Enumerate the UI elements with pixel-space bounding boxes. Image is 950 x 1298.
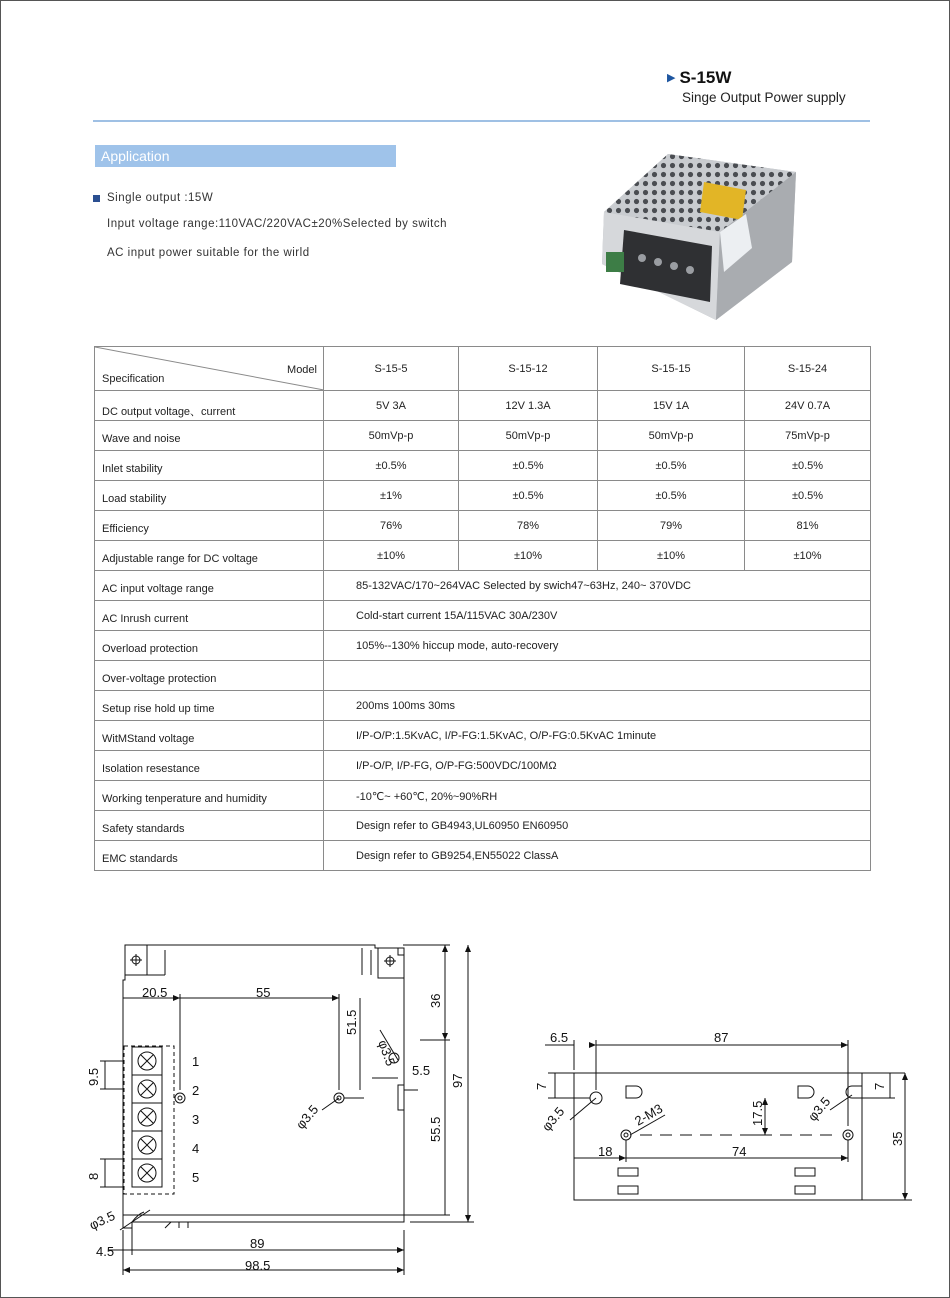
spec-value-cell: 15V 1A (598, 391, 745, 421)
table-row (95, 631, 871, 661)
model-header: S-15-5 (324, 347, 459, 391)
dim-4-5: 4.5 (96, 1244, 115, 1259)
terminal-number: 4 (192, 1141, 200, 1156)
dim-97: 97 (450, 1073, 465, 1088)
spec-common-value-cell: -10℃~ +60℃, 20%~90%RH (324, 781, 871, 811)
spec-value-cell: 75mVp-p (745, 421, 871, 451)
dimension-arrows (123, 945, 908, 1273)
hole-label-side-right: φ3.5 (804, 1093, 834, 1124)
dim-20-5: 20.5 (142, 985, 168, 1000)
dim-36: 36 (428, 993, 443, 1008)
dim-55-5: 55.5 (428, 1116, 443, 1142)
spec-common-value-cell: I/P-O/P:1.5KvAC, I/P-FG:1.5KvAC, O/P-FG:0.5KvAC 1minute (324, 721, 871, 751)
bullet-square-icon (93, 195, 100, 202)
application-line-3: AC input power suitable for the wirld (107, 247, 310, 259)
spec-value-cell: ±0.5% (459, 481, 598, 511)
model-header: S-15-24 (745, 347, 871, 391)
dim-87: 87 (714, 1030, 729, 1045)
side-view-outline (574, 1073, 862, 1200)
spec-label-cell: AC input voltage range (95, 571, 324, 601)
spec-label-cell: Adjustable range for DC voltage (95, 541, 324, 571)
table-row (95, 751, 871, 781)
table-row (95, 721, 871, 751)
specification-table (94, 346, 871, 871)
hole-label-top-bottom: φ3.5 (86, 1207, 118, 1233)
spec-value-cell: ±10% (598, 541, 745, 571)
spec-common-value-cell: Design refer to GB4943,UL60950 EN60950 (324, 811, 871, 841)
table-row (95, 391, 871, 421)
spec-label-cell: Working tenperature and humidity (95, 781, 324, 811)
title-arrow-icon: ▶ (667, 72, 676, 84)
terminal-number: 3 (192, 1112, 200, 1127)
table-row (95, 541, 871, 571)
spec-value-cell: ±0.5% (598, 451, 745, 481)
dim-17-5: 17.5 (750, 1100, 765, 1126)
terminal-number: 2 (192, 1083, 200, 1098)
dim-51-5: 51.5 (344, 1009, 359, 1035)
model-header: S-15-15 (598, 347, 745, 391)
spec-common-value-cell: 105%--130% hiccup mode, auto-recovery (324, 631, 871, 661)
spec-value-cell: ±10% (745, 541, 871, 571)
table-corner-cell (95, 347, 324, 391)
model-label: Model (287, 364, 317, 376)
dim-7-right: 7 (872, 1082, 887, 1090)
product-subtitle: Singe Output Power supply (682, 90, 846, 105)
dim-35: 35 (890, 1131, 905, 1146)
spec-label-cell: Wave and noise (95, 421, 324, 451)
spec-value-cell: ±1% (324, 481, 459, 511)
spec-value-cell: 5V 3A (324, 391, 459, 421)
spec-value-cell: 81% (745, 511, 871, 541)
product-photo (596, 152, 802, 322)
spec-label-cell: Safety standards (95, 811, 324, 841)
table-header-row (95, 347, 871, 391)
table-row (95, 481, 871, 511)
hole-label-side-left: φ3.5 (538, 1103, 568, 1134)
spec-common-value-cell (324, 661, 871, 691)
spec-label-cell: Isolation resestance (95, 751, 324, 781)
dim-7-left: 7 (534, 1082, 549, 1090)
spec-label-cell: DC output voltage、current (95, 391, 324, 421)
spec-value-cell: 12V 1.3A (459, 391, 598, 421)
hole-label-top-right: φ3.5 (375, 1037, 399, 1068)
terminal-number: 1 (192, 1054, 200, 1069)
spec-value-cell: ±0.5% (745, 481, 871, 511)
application-line-2: Input voltage range:110VAC/220VAC±20%Selected by switch (107, 218, 448, 230)
specification-label: Specification (102, 373, 165, 385)
dim-8: 8 (86, 1172, 101, 1180)
table-row (95, 811, 871, 841)
spec-label-cell: Load stability (95, 481, 324, 511)
spec-label-cell: Over-voltage protection (95, 661, 324, 691)
table-row (95, 571, 871, 601)
side-view-dimension-lines (545, 1040, 912, 1200)
table-row (95, 691, 871, 721)
spec-label-cell: Efficiency (95, 511, 324, 541)
table-row (95, 781, 871, 811)
spec-value-cell: 50mVp-p (459, 421, 598, 451)
application-heading: Application (95, 145, 396, 167)
dim-89: 89 (250, 1236, 265, 1251)
spec-value-cell: ±10% (324, 541, 459, 571)
table-row (95, 421, 871, 451)
spec-value-cell: 50mVp-p (598, 421, 745, 451)
spec-common-value-cell: Design refer to GB9254,EN55022 ClassA (324, 841, 871, 871)
spec-value-cell: 78% (459, 511, 598, 541)
spec-label-cell: Setup rise hold up time (95, 691, 324, 721)
spec-value-cell: ±0.5% (598, 481, 745, 511)
spec-value-cell: 24V 0.7A (745, 391, 871, 421)
spec-label-cell: Overload protection (95, 631, 324, 661)
dim-98-5: 98.5 (245, 1258, 271, 1273)
product-title (667, 68, 731, 88)
table-row (95, 841, 871, 871)
dim-5-5: 5.5 (412, 1063, 431, 1078)
spec-common-value-cell: I/P-O/P, I/P-FG, O/P-FG:500VDC/100MΩ (324, 751, 871, 781)
spec-common-value-cell: Cold-start current 15A/115VAC 30A/230V (324, 601, 871, 631)
spec-value-cell: ±10% (459, 541, 598, 571)
spec-label-cell: AC Inrush current (95, 601, 324, 631)
table-row (95, 511, 871, 541)
application-line-1: Single output :15W (107, 192, 214, 204)
product-title-text: S-15W (679, 68, 732, 87)
table-row (95, 601, 871, 631)
table-row (95, 661, 871, 691)
spec-value-cell: 76% (324, 511, 459, 541)
dim-18: 18 (598, 1144, 613, 1159)
spec-value-cell: 79% (598, 511, 745, 541)
spec-label-cell: Inlet stability (95, 451, 324, 481)
spec-value-cell: ±0.5% (324, 451, 459, 481)
spec-value-cell: 50mVp-p (324, 421, 459, 451)
spec-common-value-cell: 200ms 100ms 30ms (324, 691, 871, 721)
spec-label-cell: WitMStand voltage (95, 721, 324, 751)
terminal-number: 5 (192, 1170, 200, 1185)
spec-label-cell: EMC standards (95, 841, 324, 871)
model-header: S-15-12 (459, 347, 598, 391)
thread-label: 2-M3 (632, 1100, 666, 1129)
spec-value-cell: ±0.5% (745, 451, 871, 481)
spec-common-value-cell: 85-132VAC/170~264VAC Selected by swich47~63Hz, 240~ 370VDC (324, 571, 871, 601)
dim-6-5: 6.5 (550, 1030, 569, 1045)
dimension-drawing (0, 930, 950, 1298)
dim-74: 74 (732, 1144, 747, 1159)
dim-55: 55 (256, 985, 271, 1000)
spec-value-cell: ±0.5% (459, 451, 598, 481)
hole-label-top-mid: φ3.5 (292, 1101, 322, 1132)
dim-9-5: 9.5 (86, 1067, 101, 1086)
terminal-screws (132, 1047, 162, 1187)
header-divider (93, 120, 870, 122)
table-row (95, 451, 871, 481)
